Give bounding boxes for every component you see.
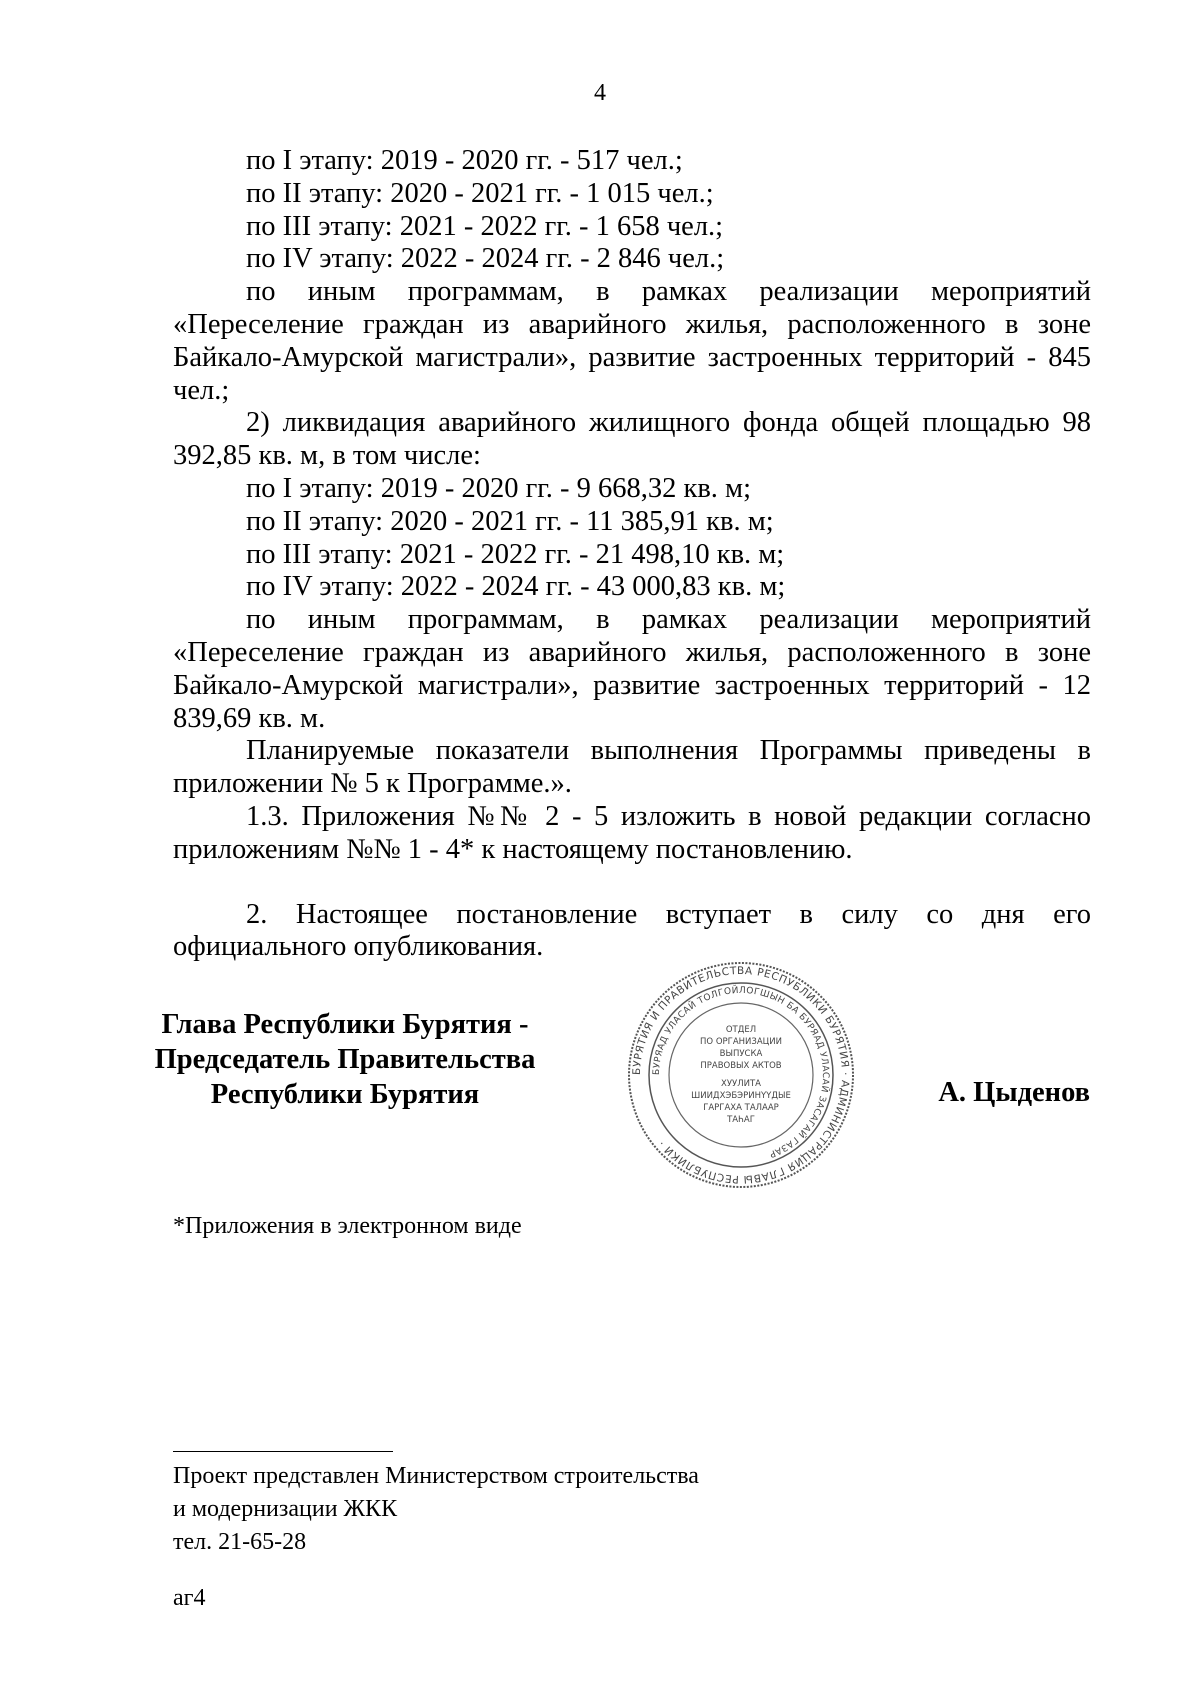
footnote-divider — [173, 1451, 393, 1452]
appendix-note: *Приложения в электронном виде — [173, 1213, 522, 1239]
seal-center-line: ПО ОРГАНИЗАЦИИ — [700, 1037, 782, 1047]
official-seal — [626, 960, 856, 1190]
seal-inner-text: БУРЯАД УЛАСАЙ ТОЛГОЙЛОГШЫН БА БУРЯАД УЛАСАЙ ЗАСАГАЙ ГАЗАР — [651, 985, 831, 1159]
seal-center-line: ГАРГАХА ТАЛААР — [703, 1103, 779, 1113]
seal-center-line: ПРАВОВЫХ АКТОВ — [700, 1061, 782, 1071]
document-code: аг4 — [173, 1585, 206, 1611]
page-number: 4 — [594, 80, 606, 106]
seal-center-line: ШИИДХЭБЭРИНҮҮДЫЕ — [691, 1091, 791, 1101]
signatory-name: А. Цыденов — [938, 1077, 1090, 1108]
signatory-title-line: Председатель Правительства — [154, 1044, 536, 1075]
paragraph-stage2-people: по II этапу: 2020 - 2021 гг. - 1 015 чел.; — [246, 177, 714, 209]
paragraph-stage1-area: по I этапу: 2019 - 2020 гг. - 9 668,32 кв. м; — [246, 472, 751, 504]
footer-line: и модернизации ЖКК — [173, 1496, 398, 1522]
paragraph-liquidation-total: 2) ликвидация аварийного жилищного фонда общей площадью 98 392,85 кв. м, в том числе: — [173, 407, 1091, 472]
paragraph-entry-into-force: 2. Настоящее постановление вступает в силу со дня его официального опубликования. — [173, 898, 1091, 963]
paragraph-stage1-people: по I этапу: 2019 - 2020 гг. - 517 чел.; — [246, 145, 683, 176]
paragraph-stage2-area: по II этапу: 2020 - 2021 гг. - 11 385,91 кв. м; — [246, 505, 774, 537]
paragraph-stage4-area: по IV этапу: 2022 - 2024 гг. - 43 000,83 кв. м; — [246, 571, 786, 603]
seal-middle-ring — [649, 983, 833, 1167]
paragraph-stage4-people: по IV этапу: 2022 - 2024 гг. - 2 846 чел.; — [246, 243, 725, 275]
footer-line: Проект представлен Министерством строительства — [173, 1463, 699, 1489]
footer-block — [173, 1460, 699, 1559]
signatory-title-line: Глава Республики Бурятия - — [161, 1009, 529, 1040]
paragraph-gap — [173, 867, 1091, 899]
document-body — [173, 145, 1091, 964]
seal-center-line: ВЫПУСКА — [719, 1049, 763, 1059]
seal-outer-text: БУРЯТИЯ И ПРАВИТЕЛЬСТВА РЕСПУБЛИКИ БУРЯТИЯ · АДМИНИСТРАЦИЯ ГЛАВЫ РЕСПУБЛИКИ · — [630, 964, 852, 1186]
paragraph-stage3-area: по III этапу: 2021 - 2022 гг. - 21 498,10 кв. м; — [246, 538, 785, 570]
signatory-title-line: Республики Бурятия — [210, 1079, 480, 1110]
seal-center-text — [691, 1025, 791, 1125]
paragraph-other-programs-people: по иным программам, в рамках реализации мероприятий «Переселение граждан из аварийного жилья, расположенного в зоне Байкало-Амурской магистрали», развитие застроенных территорий - 845 чел.; — [173, 276, 1091, 406]
paragraph-other-programs-area: по иным программам, в рамках реализации мероприятий «Переселение граждан из аварийного жилья, расположенного в зоне Байкало-Амурской магистрали», развитие застроенных территорий - 12 839,69 кв. м. — [173, 604, 1091, 734]
footer-phone: тел. 21-65-28 — [173, 1529, 307, 1555]
seal-center-line: ХУУЛИТА — [721, 1079, 761, 1089]
seal-center-line: ОТДЕЛ — [725, 1025, 757, 1035]
signatory-title — [140, 1007, 550, 1112]
seal-outer-ring — [629, 963, 853, 1187]
paragraph-stage3-people: по III этапу: 2021 - 2022 гг. - 1 658 чел.; — [246, 210, 724, 242]
seal-center-line: ТАҺАГ — [727, 1115, 755, 1125]
paragraph-planned-indicators: Планируемые показатели выполнения Программы приведены в приложении № 5 к Программе.». — [173, 735, 1091, 800]
paragraph-appendices-revision: 1.3. Приложения №№ 2 - 5 изложить в новой редакции согласно приложениям №№ 1 - 4* к настоящему постановлению. — [173, 800, 1091, 865]
